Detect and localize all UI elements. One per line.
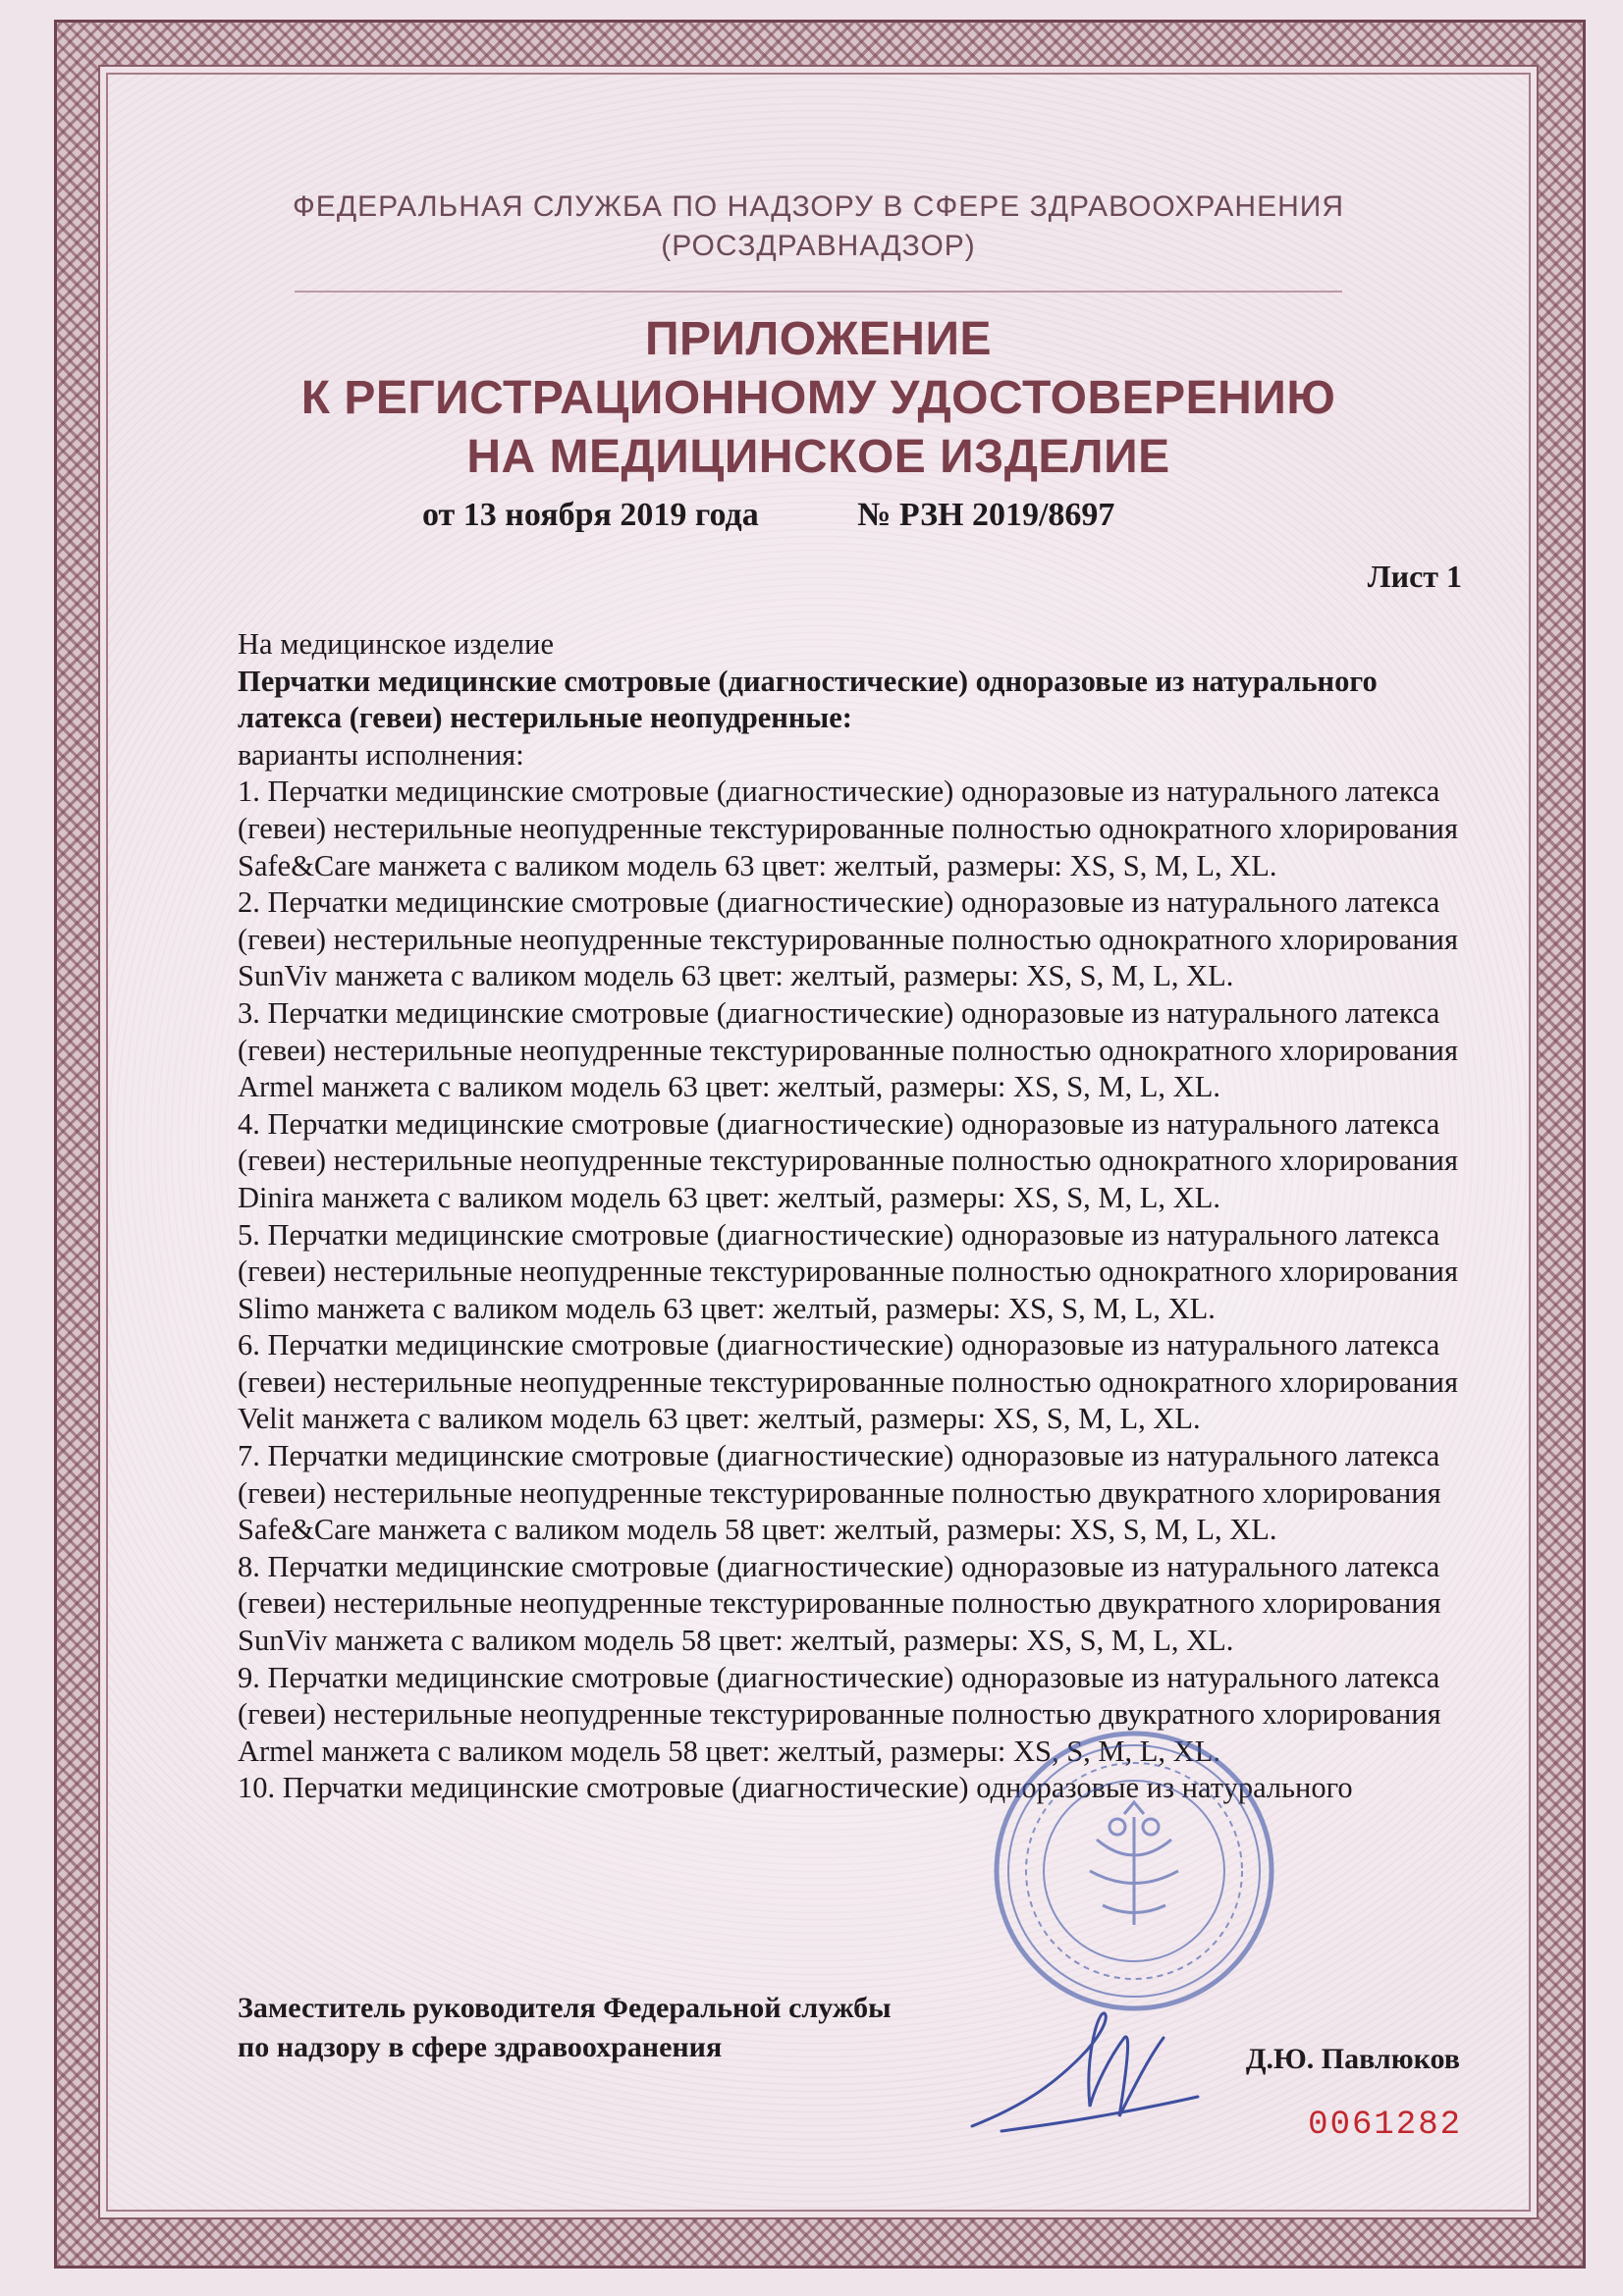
product-name: Перчатки медицинские смотровые (диагностические) одноразовые из натурального латекса (гевеи) нестерильные неопудренные: [238,664,1378,735]
registration-number: № РЗН 2019/8697 [857,497,1115,533]
header-divider [295,291,1342,293]
agency-header [98,187,1539,266]
document-title [98,310,1539,487]
handwritten-signature [962,1999,1217,2146]
title-line-3: НА МЕДИЦИНСКОЕ ИЗДЕЛИЕ [466,431,1170,483]
signer-title-line-1: Заместитель руководителя Федеральной службы [238,1992,892,2024]
official-seal-stamp [987,1724,1281,2018]
signer-name: Д.Ю. Павлюков [1245,2043,1460,2075]
document-content [98,65,1539,2219]
variant-item: 2. Перчатки медицинские смотровые (диагностические) одноразовые из натурального латекса (гевеи) нестерильные неопудренные текстурированные полностью однократного хлорирования SunViv манжета с валиком модель 63 цвет: желтый, размеры: XS, S, M, L, XL. [238,885,1458,993]
variant-item: 4. Перчатки медицинские смотровые (диагностические) одноразовые из натурального латекса (гевеи) нестерильные неопудренные текстурированные полностью однократного хлорирования Dinira манжета с валиком модель 63 цвет: желтый, размеры: XS, S, M, L, XL. [238,1106,1458,1214]
variant-item: 6. Перчатки медицинские смотровые (диагностические) одноразовые из натурального латекса (гевеи) нестерильные неопудренные текстурированные полностью однократного хлорирования Velit манжета с валиком модель 63 цвет: желтый, размеры: XS, S, M, L, XL. [238,1328,1458,1436]
variant-item: 10. Перчатки медицинские смотровые (диагностические) одноразовые из натурального [238,1771,1353,1805]
variant-item: 8. Перчатки медицинские смотровые (диагностические) одноразовые из натурального латекса (гевеи) нестерильные неопудренные текстурированные полностью двукратного хлорирования SunViv манжета с валиком модель 58 цвет: желтый, размеры: XS, S, M, L, XL. [238,1549,1441,1658]
agency-name: ФЕДЕРАЛЬНАЯ СЛУЖБА ПО НАДЗОРУ В СФЕРЕ ЗДРАВООХРАНЕНИЯ [293,190,1344,223]
document-body [238,626,1488,1807]
registration-date: от 13 ноября 2019 года [422,497,759,533]
signer-title [238,1989,892,2067]
signer-title-line-2: по надзору в сфере здравоохранения [238,2031,723,2063]
variant-item: 9. Перчатки медицинские смотровые (диагностические) одноразовые из натурального латекса (гевеи) нестерильные неопудренные текстурированные полностью двукратного хлорирования Armel манжета с валиком модель 58 цвет: желтый, размеры: XS, S, M, L, XL. [238,1660,1441,1768]
variant-item: 7. Перчатки медицинские смотровые (диагностические) одноразовые из натурального латекса (гевеи) нестерильные неопудренные текстурированные полностью двукратного хлорирования Safe&Care манжета с валиком модель 58 цвет: желтый, размеры: XS, S, M, L, XL. [238,1439,1441,1547]
variants-label: варианты исполнения: [238,737,524,772]
variant-item: 5. Перчатки медицинские смотровые (диагностические) одноразовые из натурального латекса (гевеи) нестерильные неопудренные текстурированные полностью однократного хлорирования Slimo манжета с валиком модель 63 цвет: желтый, размеры: XS, S, M, L, XL. [238,1217,1458,1325]
variant-item: 1. Перчатки медицинские смотровые (диагностические) одноразовые из натурального латекса (гевеи) нестерильные неопудренные текстурированные полностью однократного хлорирования Safe&Care манжета с валиком модель 63 цвет: желтый, размеры: XS, S, M, L, XL. [238,774,1458,882]
title-line-2: К РЕГИСТРАЦИОННОМУ УДОСТОВЕРЕНИЮ [300,372,1336,424]
variant-item: 3. Перчатки медицинские смотровые (диагностические) одноразовые из натурального латекса (гевеи) нестерильные неопудренные текстурированные полностью однократного хлорирования Armel манжета с валиком модель 63 цвет: желтый, размеры: XS, S, M, L, XL. [238,995,1458,1104]
sheet-number: Лист 1 [1367,559,1462,594]
intro-text: На медицинское изделие [238,627,554,661]
title-line-1: ПРИЛОЖЕНИЕ [645,313,992,365]
agency-abbreviation: (РОСЗДРАВНАДЗОР) [661,230,976,262]
registration-line [422,497,1114,534]
serial-number: 0061282 [1308,2107,1462,2144]
